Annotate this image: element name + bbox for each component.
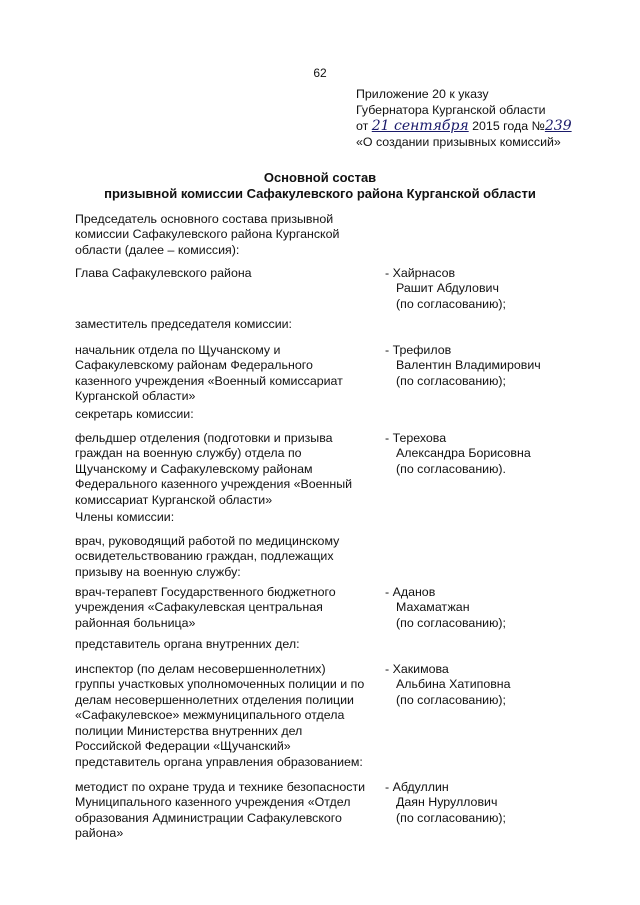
- text-line: Сафакулевскому районам Федерального: [75, 358, 313, 373]
- member-detail: (по согласованию);: [396, 615, 506, 630]
- text-line: заместитель председателя комиссии:: [75, 317, 292, 331]
- member-detail: Валентин Владимирович: [396, 358, 541, 373]
- text-line: делам несовершеннолетних отделения полиции: [75, 692, 354, 707]
- text-line: районная больница»: [75, 615, 196, 630]
- header-line-2: Губернатора Курганской области: [356, 103, 546, 117]
- text-line: призыву на военную службу:: [75, 564, 241, 579]
- text-line: группы участковых уполномоченных полиции и по: [75, 677, 365, 692]
- position-description: [75, 780, 395, 842]
- position-description: [75, 662, 395, 754]
- handwritten-date: 21 сентября: [371, 118, 469, 134]
- text-line: врач-терапевт Государственного бюджетного: [75, 585, 336, 599]
- page-number: 62: [313, 66, 327, 80]
- text-line: полиции Министерства внутренних дел: [75, 723, 303, 738]
- member-name: [385, 662, 615, 708]
- member-surname: - Хакимова: [385, 662, 449, 676]
- header-line-1: Приложение 20 к указу: [356, 87, 489, 101]
- member-detail: (по согласованию).: [396, 461, 506, 476]
- text-line: Щучанскому и Сафакулевскому районам: [75, 461, 313, 476]
- text-line: Российской Федерации «Щучанский»: [75, 739, 291, 754]
- text-line: образования Администрации Сафакулевского: [75, 810, 342, 825]
- member-surname: - Терехова: [385, 431, 447, 445]
- member-detail: Рашит Абдулович: [396, 281, 499, 296]
- section-label: [75, 637, 395, 652]
- section-label: [75, 534, 395, 580]
- title-line-1: Основной состав: [263, 170, 377, 185]
- member-detail: Даян Нуруллович: [396, 795, 498, 810]
- text-line: инспектор (по делам несовершеннолетних): [75, 662, 326, 676]
- member-detail: Альбина Хатиповна: [396, 677, 511, 692]
- header-year-text: 2015 года №: [472, 119, 545, 133]
- handwritten-number: 239: [544, 118, 572, 134]
- position-description: [75, 266, 395, 281]
- text-line: освидетельствованию граждан, подлежащих: [75, 549, 334, 564]
- text-line: Члены комиссии:: [75, 510, 175, 524]
- text-line: Федерального казенного учреждения «Военный: [75, 477, 353, 492]
- member-name: [385, 266, 615, 312]
- position-description: [75, 431, 395, 508]
- member-detail: (по согласованию);: [396, 810, 506, 825]
- header-date-line: [356, 118, 616, 134]
- text-line: комиссии Сафакулевского района Курганской: [75, 227, 340, 242]
- member-name: [385, 585, 615, 631]
- position-description: [75, 343, 395, 405]
- member-detail: (по согласованию);: [396, 296, 506, 311]
- member-name: [385, 431, 615, 477]
- text-line: района»: [75, 826, 124, 841]
- member-detail: Александра Борисовна: [396, 446, 531, 461]
- position-description: [75, 585, 395, 631]
- text-line: представитель органа управления образованием:: [75, 755, 363, 769]
- header-line-4: «О создании призывных комиссий»: [356, 135, 561, 149]
- text-line: Курганской области»: [75, 389, 196, 404]
- text-line: методист по охране труда и технике безопасности: [75, 780, 366, 794]
- text-line: представитель органа внутренних дел:: [75, 637, 300, 651]
- text-line: комиссариат Курганской области»: [75, 492, 273, 507]
- section-label: [75, 510, 395, 525]
- text-line: казенного учреждения «Военный комиссариат: [75, 373, 343, 388]
- document-title: [0, 170, 640, 202]
- section-label: [75, 407, 395, 422]
- member-surname: - Абдуллин: [385, 780, 449, 794]
- title-line-2: призывной комиссии Сафакулевского района Курганской области: [104, 186, 536, 201]
- text-line: «Сафакулевское» межмуниципального отдела: [75, 708, 345, 723]
- text-line: области (далее – комиссия):: [75, 242, 240, 257]
- member-surname: - Аданов: [385, 585, 436, 599]
- member-detail: (по согласованию);: [396, 373, 506, 388]
- text-line: Глава Сафакулевского района: [75, 266, 252, 280]
- member-surname: - Хайрнасов: [385, 266, 456, 280]
- section-label: [75, 212, 395, 258]
- member-name: [385, 343, 615, 389]
- member-surname: - Трефилов: [385, 343, 452, 357]
- member-detail: Махаматжан: [396, 600, 470, 615]
- section-label: [75, 317, 395, 332]
- text-line: фельдшер отделения (подготовки и призыва: [75, 431, 333, 445]
- text-line: начальник отдела по Щучанскому и: [75, 343, 281, 357]
- text-line: секретарь комиссии:: [75, 407, 194, 421]
- appendix-header: [356, 86, 616, 150]
- section-label: [75, 755, 395, 770]
- member-detail: (по согласованию);: [396, 692, 506, 707]
- member-name: [385, 780, 615, 826]
- text-line: врач, руководящий работой по медицинскому: [75, 534, 340, 548]
- text-line: Председатель основного состава призывной: [75, 212, 334, 226]
- header-ot-label: от: [356, 119, 369, 133]
- text-line: Муниципального казенного учреждения «Отдел: [75, 795, 351, 810]
- text-line: учреждения «Сафакулевская центральная: [75, 600, 323, 615]
- text-line: граждан на военную службу) отдела по: [75, 446, 302, 461]
